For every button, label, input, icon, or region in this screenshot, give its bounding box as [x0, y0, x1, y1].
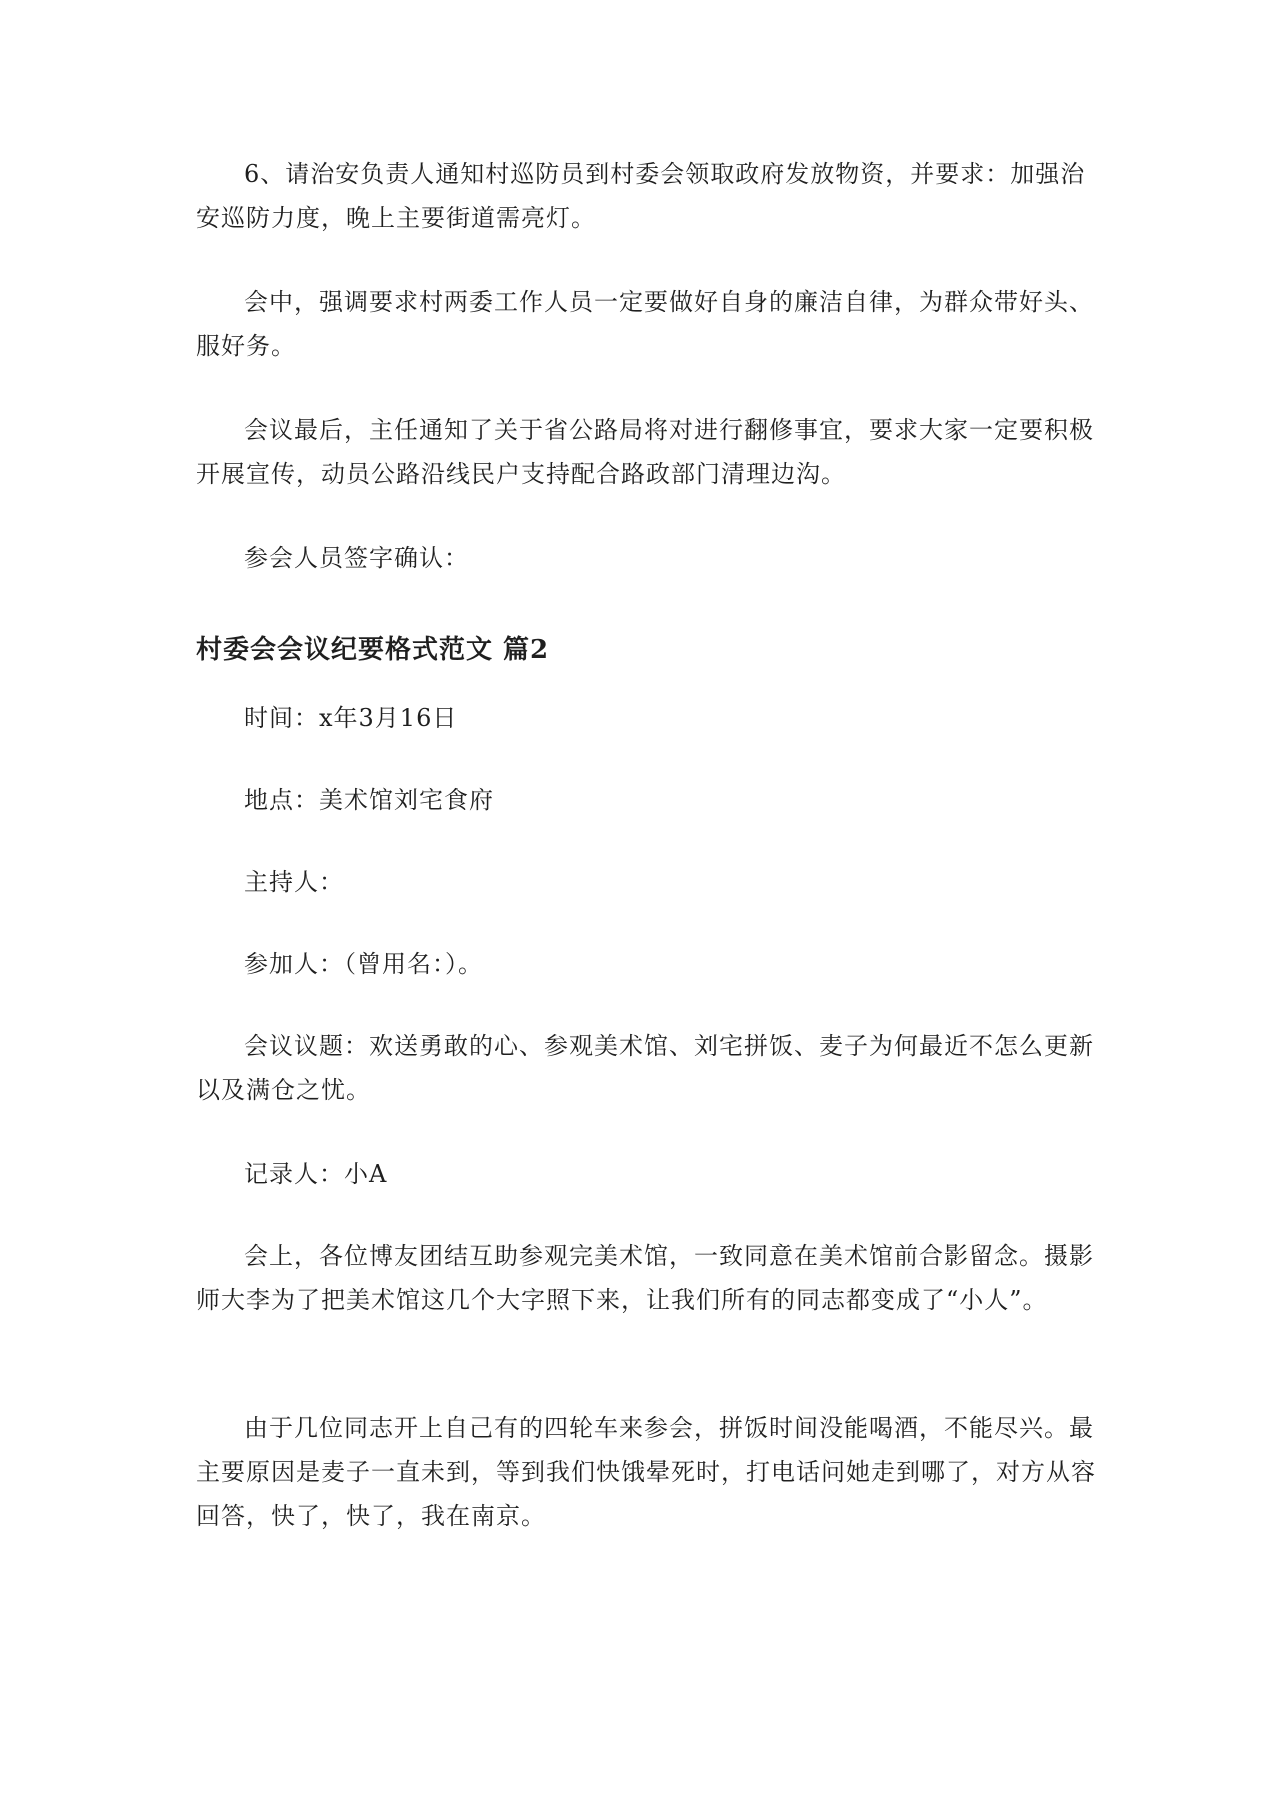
meeting-recorder: 记录人：小A	[244, 1160, 388, 1188]
section-title: 村委会会议纪要格式范文 篇2	[196, 635, 550, 665]
paragraph-emphasis: 会中，强调要求村两委工作人员一定要做好自身的廉洁自律，为群众带好头、服好务。	[196, 288, 1094, 360]
paragraph-dinner: 由于几位同志开上自己有的四轮车来参会，拼饭时间没能喝酒，不能尽兴。最主要原因是麦子一直未到，等到我们快饿晕死时，打电话问她走到哪了，对方从容回答，快了，快了，我在南京。	[196, 1414, 1096, 1530]
meeting-participants: 参加人：（曾用名：）。	[244, 950, 483, 978]
paragraph-museum: 会上，各位博友团结互助参观完美术馆，一致同意在美术馆前合影留念。摄影师大李为了把美术馆这几个大字照下来，让我们所有的同志都变成了“小人”。	[196, 1242, 1094, 1314]
paragraph-item-6: 6、请治安负责人通知村巡防员到村委会领取政府发放物资，并要求：加强治安巡防力度，晚上主要街道需亮灯。	[196, 160, 1086, 232]
paragraph-signature: 参会人员签字确认：	[244, 544, 469, 572]
meeting-place: 地点：美术馆刘宅食府	[244, 786, 494, 814]
meeting-host: 主持人：	[244, 868, 344, 896]
meeting-time: 时间：x年3月16日	[244, 704, 458, 732]
paragraph-closing: 会议最后，主任通知了关于省公路局将对进行翻修事宜，要求大家一定要积极开展宣传，动员公路沿线民户支持配合路政部门清理边沟。	[196, 416, 1094, 488]
meeting-topics: 会议议题：欢送勇敢的心、参观美术馆、刘宅拼饭、麦子为何最近不怎么更新以及满仓之忧。	[196, 1032, 1094, 1104]
